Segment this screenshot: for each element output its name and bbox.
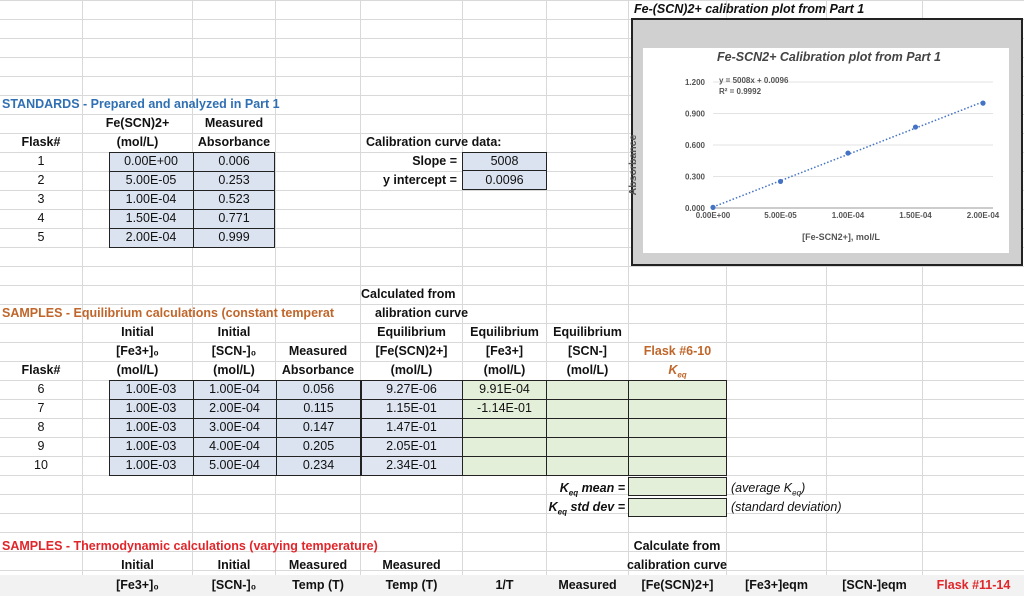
x-tick-label: 2.00E-04 [966, 211, 1000, 220]
h-eq-feeq: Equilibrium [377, 325, 446, 339]
thermo-h-temp1: Temp (T) [292, 578, 344, 592]
y-tick-label: 1.200 [684, 78, 705, 87]
data-point [845, 150, 850, 155]
h-flask-6-10: Flask #6-10 [643, 344, 712, 358]
x-tick-label: 1.50E-04 [899, 211, 932, 220]
standards-abs-header: Measured [204, 116, 264, 130]
keq-std-sub: eq [557, 507, 567, 517]
sample-feeq-cell[interactable]: 2.05E-01 [386, 439, 437, 453]
samples-eq-heading: SAMPLES - Equilibrium calculations (constant temperat [2, 306, 334, 320]
sample-feeq-cell[interactable]: 9.27E-06 [386, 382, 437, 396]
h-mol-scn: (mol/L) [213, 363, 255, 377]
calibration-heading: Calibration curve data: [366, 135, 502, 149]
keq-std-rest: std dev = [566, 500, 625, 514]
sample-flask: 10 [34, 458, 48, 472]
standards-abs-cell[interactable]: 0.253 [218, 173, 250, 187]
h-scneq: [SCN-] [568, 344, 607, 358]
sample-scn-cell[interactable]: 3.00E-04 [209, 420, 260, 434]
h-mol-feeq: (mol/L) [390, 363, 433, 377]
standards-conc-cell[interactable]: 0.00E+00 [124, 154, 178, 168]
h-keq-sub: eq [677, 370, 687, 380]
avg-note [731, 479, 805, 498]
thermo-h-fe0: [Fe3+]₀ [116, 578, 159, 592]
chart-xlabel: [Fe-SCN2+], mol/L [802, 232, 880, 242]
intercept-label: y intercept = [383, 173, 457, 187]
standards-abs-cell[interactable]: 0.771 [218, 211, 250, 225]
chart-svg [627, 48, 1009, 253]
sample-abs-cell[interactable]: 0.234 [302, 458, 335, 472]
sample-scn-cell[interactable]: 2.00E-04 [209, 401, 260, 415]
sample-fe-cell[interactable]: 1.00E-03 [125, 458, 177, 472]
data-point [980, 101, 985, 106]
sample-flask: 9 [37, 439, 45, 453]
thermo-h-scn0: [SCN-]₀ [211, 578, 257, 592]
standards-heading: STANDARDS - Prepared and analyzed in Part 1 [2, 97, 280, 111]
sample-feeq-cell[interactable]: 1.47E-01 [386, 420, 437, 434]
standards-flask: 3 [37, 192, 45, 206]
keq-mean-rest: mean = [578, 481, 625, 495]
standards-abs-cell[interactable]: 0.999 [218, 230, 250, 244]
thermo-h-flask-11-14: Flask #11-14 [936, 578, 1011, 592]
y-tick-label: 0.900 [684, 109, 705, 119]
sample-abs-cell[interactable]: 0.056 [302, 382, 335, 396]
standards-conc-header: Fe(SCN)2+ [105, 116, 170, 130]
thermo-h-initial2: Initial [217, 558, 251, 572]
keq-mean-k: K [559, 481, 569, 495]
x-tick-label: 1.00E-04 [831, 211, 865, 220]
h-feeq: [Fe(SCN)2+] [375, 344, 448, 358]
scneq-block [546, 380, 629, 476]
h-mol-scneq: (mol/L) [566, 363, 609, 377]
keq-block [628, 380, 727, 476]
keq-std-k: K [548, 500, 558, 514]
thermo-h-fe3eq: [Fe3+]eqm [745, 578, 808, 592]
thermo-h-initial1: Initial [121, 558, 154, 572]
sample-abs-cell[interactable]: 0.147 [302, 420, 335, 434]
standards-flask-header: Flask# [21, 135, 61, 149]
h-scn0: [SCN-]₀ [211, 344, 257, 358]
h-absorbance: Absorbance [281, 363, 355, 377]
h-fe0: [Fe3+]₀ [116, 344, 159, 358]
thermo-h-inv: 1/T [495, 578, 514, 592]
sample-fe3-cell[interactable]: -1.14E-01 [477, 401, 532, 415]
y-tick-label: 0.300 [684, 172, 705, 182]
avg-note-pre: (average K [731, 481, 793, 495]
sample-abs-cell[interactable]: 0.205 [302, 439, 335, 453]
slope-label: Slope = [412, 154, 457, 168]
h-eq-fe3: Equilibrium [470, 325, 539, 339]
h-mol-fe: (mol/L) [116, 363, 159, 377]
chart-title: Fe-SCN2+ Calibration plot from Part 1 [717, 50, 941, 64]
sample-fe-cell[interactable]: 1.00E-03 [125, 401, 177, 415]
standards-conc-unit: (mol/L) [116, 135, 159, 149]
avg-note-post: ) [801, 481, 806, 495]
thermo-cal-curve: calibration curve [626, 558, 728, 572]
data-point [778, 179, 783, 184]
sample-scn-cell[interactable]: 5.00E-04 [209, 458, 260, 472]
chart-equation: y = 5008x + 0.0096 [719, 76, 789, 85]
calibration-curve-label: alibration curve [375, 306, 469, 320]
avg-note-sub: eq [792, 488, 802, 498]
thermo-h-feeq: [Fe(SCN)2+] [641, 578, 714, 592]
sample-flask: 7 [37, 401, 45, 415]
intercept-value[interactable]: 0.0096 [485, 173, 524, 187]
x-tick-label: 5.00E-05 [764, 211, 797, 220]
calculated-from: Calculated from [361, 287, 456, 301]
std-note: (standard deviation) [731, 500, 842, 514]
thermo-h-measured2: Measured [382, 558, 441, 572]
h-initial-scn: Initial [217, 325, 251, 339]
standards-conc-cell[interactable]: 1.50E-04 [125, 211, 177, 225]
h-fe3: [Fe3+] [485, 344, 524, 358]
h-measured: Measured [288, 344, 348, 358]
thermo-h-measured1: Measured [288, 558, 348, 572]
samples-thermo-heading: SAMPLES - Thermodynamic calculations (varying temperature) [2, 539, 378, 553]
x-tick-label: 0.00E+00 [695, 211, 731, 220]
standards-conc-cell[interactable]: 2.00E-04 [125, 230, 177, 244]
sample-scn-cell[interactable]: 4.00E-04 [209, 439, 260, 453]
data-point [710, 205, 715, 210]
thermo-h-measured3: Measured [558, 578, 617, 592]
chart-r2: R² = 0.9992 [719, 87, 762, 96]
y-tick-label: 0.600 [684, 141, 705, 150]
standards-flask: 5 [37, 230, 45, 244]
standards-conc-cell[interactable]: 1.00E-04 [125, 192, 177, 206]
chart-ylabel: Absorbance [627, 134, 639, 196]
calibration-chart[interactable] [627, 18, 1023, 266]
standards-abs-cell[interactable]: 0.523 [218, 192, 250, 206]
thermo-calc-from: Calculate from [633, 539, 721, 553]
thermo-h-scneqm: [SCN-]eqm [842, 578, 907, 592]
sample-scn-cell[interactable]: 1.00E-04 [209, 382, 260, 396]
sample-fe-cell[interactable]: 1.00E-03 [125, 420, 177, 434]
sample-feeq-cell[interactable]: 1.15E-01 [386, 401, 437, 415]
standards-flask: 2 [37, 173, 45, 187]
chart-title-cell: Fe-(SCN)2+ calibration plot from Part 1 [634, 2, 865, 16]
standards-conc-cell[interactable]: 5.00E-05 [125, 173, 177, 187]
chart-area [627, 48, 1009, 253]
standards-flask: 1 [37, 154, 45, 168]
slope-value[interactable]: 5008 [462, 152, 547, 171]
y-tick-label: 0.000 [684, 204, 705, 213]
sample-fe-cell[interactable]: 1.00E-03 [125, 439, 177, 453]
h-keq [629, 361, 726, 380]
standards-abs-cell[interactable]: 0.006 [218, 154, 250, 168]
sample-flask: 8 [37, 420, 45, 434]
data-point [913, 124, 918, 129]
keq-std-cell[interactable] [628, 498, 727, 517]
h-eq-scn: Equilibrium [553, 325, 622, 339]
h-flask: Flask# [21, 363, 61, 377]
keq-mean-label [547, 479, 625, 498]
standards-abs-unit: Absorbance [197, 135, 271, 149]
thermo-h-temp2: Temp (T) [385, 578, 438, 592]
sample-fe3-cell[interactable]: 9.91E-04 [479, 382, 530, 396]
h-initial-fe: Initial [121, 325, 154, 339]
keq-mean-cell[interactable] [628, 477, 727, 496]
standards-flask: 4 [37, 211, 45, 225]
sample-fe-cell[interactable]: 1.00E-03 [125, 382, 177, 396]
sample-abs-cell[interactable]: 0.115 [303, 401, 334, 415]
keq-mean-sub: eq [568, 488, 579, 498]
sample-feeq-cell[interactable]: 2.34E-01 [386, 458, 437, 472]
keq-std-label [547, 498, 625, 517]
h-keq-k: K [668, 363, 678, 377]
sample-flask: 6 [37, 382, 45, 396]
h-mol-fe3: (mol/L) [483, 363, 526, 377]
